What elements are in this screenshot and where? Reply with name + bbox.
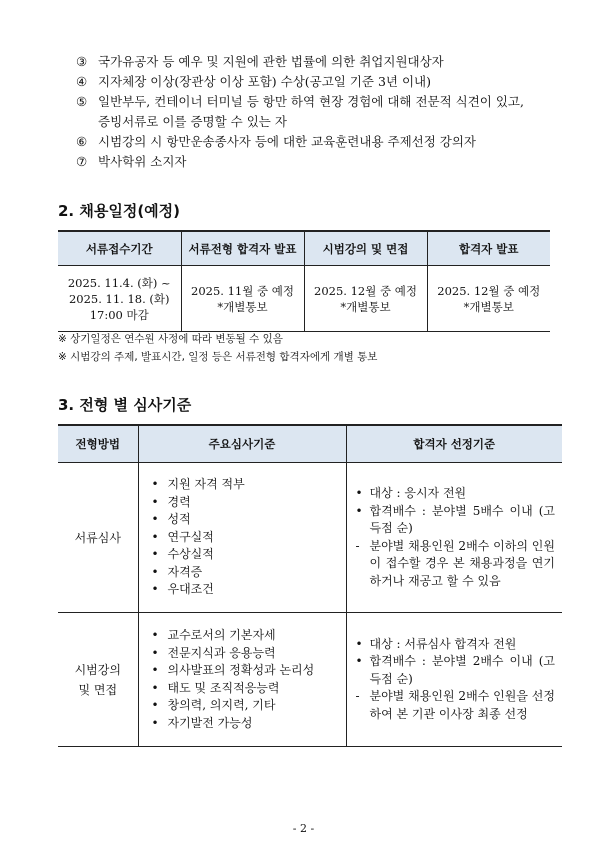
- criteria-number: ④: [76, 74, 88, 89]
- criteria-text: 시범강의 시 항만운송종사자 등에 대한 교육훈련내용 주제선정 강의자: [98, 134, 476, 149]
- criteria-bullets: [140, 476, 345, 599]
- evaluation-header-cell: 주요심사기준: [138, 425, 346, 463]
- criteria-bullet: • 전문지식과 응용능력: [150, 645, 345, 663]
- section-2-title: 2. 채용일정(예정): [58, 202, 181, 220]
- criteria-item: [76, 52, 576, 72]
- criteria-number: ⑦: [76, 154, 88, 169]
- evaluation-header-cell: 전형방법: [58, 425, 138, 463]
- selection-cell: [346, 613, 562, 747]
- criteria-bullet: • 우대조건: [150, 581, 345, 599]
- schedule-table: [58, 230, 550, 332]
- eligibility-criteria-list: [76, 52, 576, 172]
- cell-line: *개별통보: [340, 299, 391, 314]
- application-period-cell: [58, 266, 181, 332]
- evaluation-row: [58, 613, 562, 747]
- criteria-bullet: • 자기발전 가능성: [150, 715, 345, 733]
- cell-line: *개별통보: [217, 299, 268, 314]
- schedule-header-row: [58, 231, 550, 266]
- criteria-item: [76, 152, 576, 172]
- criteria-bullet: • 창의력, 의지력, 기타: [150, 697, 345, 715]
- criteria-number: ⑤: [76, 94, 88, 109]
- criteria-text: 국가유공자 등 예우 및 지원에 관한 법률에 의한 취업지원대상자: [98, 54, 444, 69]
- criteria-bullet: • 지원 자격 적부: [150, 476, 345, 494]
- evaluation-header-cell: 합격자 선정기준: [346, 425, 562, 463]
- cell-line: 2025. 11월 중 예정: [191, 283, 294, 298]
- criteria-text: 지자체장 이상(장관상 이상 포함) 수상(공고일 기준 3년 이내): [98, 74, 431, 89]
- final-result-cell: [427, 266, 550, 332]
- method-line: 시범강의: [74, 662, 121, 677]
- lecture-interview-cell: [304, 266, 427, 332]
- method-line: 및 면접: [78, 682, 118, 697]
- schedule-header-cell: 서류전형 합격자 발표: [181, 231, 304, 266]
- cell-line: 2025. 12월 중 예정: [437, 283, 541, 298]
- method-cell: [58, 613, 138, 747]
- selection-item: - 분야별 채용인원 2배수 이하의 인원이 접수할 경우 본 채용과정을 연기하거나 재공고 할 수 있음: [356, 538, 556, 591]
- evaluation-table: [58, 424, 562, 747]
- note: ※ 시범강의 주제, 발표시간, 일정 등은 서류전형 합격자에게 개별 통보: [58, 351, 378, 363]
- selection-list: [348, 485, 562, 590]
- criteria-bullet: • 성적: [150, 511, 345, 529]
- criteria-text: 일반부두, 컨테이너 터미널 등 항만 하역 현장 경험에 대해 전문적 식견이 있고,: [98, 94, 524, 109]
- criteria-cell: [138, 613, 346, 747]
- criteria-item: [76, 132, 576, 152]
- selection-item: • 합격배수 : 분야별 2배수 이내 (고득점 순): [356, 653, 556, 688]
- criteria-bullet: • 태도 및 조직적응능력: [150, 680, 345, 698]
- criteria-cell: [138, 463, 346, 613]
- criteria-bullets: [140, 627, 345, 732]
- page-number: - 2 -: [292, 822, 315, 835]
- note: ※ 상기일정은 연수원 사정에 따라 변동될 수 있음: [58, 333, 283, 345]
- selection-list: [348, 636, 562, 724]
- criteria-text-continued: 증빙서류로 이를 증명할 수 있는 자: [98, 114, 287, 129]
- criteria-bullet: • 교수로서의 기본자세: [150, 627, 345, 645]
- criteria-item: [76, 72, 576, 92]
- criteria-bullet: • 경력: [150, 494, 345, 512]
- criteria-bullet: • 의사발표의 정확성과 논리성: [150, 662, 345, 680]
- document-result-cell: [181, 266, 304, 332]
- selection-item: - 분야별 채용인원 2배수 인원을 선정하여 본 기관 이사장 최종 선정: [356, 688, 556, 723]
- evaluation-row: [58, 463, 562, 613]
- schedule-header-cell: 합격자 발표: [427, 231, 550, 266]
- method-cell: [58, 463, 138, 613]
- criteria-bullet: • 연구실적: [150, 529, 345, 547]
- selection-item: • 대상 : 응시자 전원: [356, 485, 556, 503]
- cell-line: 2025. 11.4. (화) ~: [67, 275, 171, 290]
- schedule-header-cell: 시범강의 및 면접: [304, 231, 427, 266]
- schedule-row: [58, 266, 550, 332]
- cell-line: 2025. 11. 18. (화): [68, 291, 170, 306]
- criteria-number: ⑥: [76, 134, 88, 149]
- method-line: 서류심사: [74, 530, 121, 545]
- criteria-item: [76, 92, 576, 132]
- selection-cell: [346, 463, 562, 613]
- cell-line: 17:00 마감: [89, 307, 149, 322]
- selection-item: • 합격배수 : 분야별 5배수 이내 (고득점 순): [356, 503, 556, 538]
- cell-line: *개별통보: [463, 299, 514, 314]
- schedule-notes: [58, 330, 377, 366]
- criteria-bullet: • 수상실적: [150, 546, 345, 564]
- section-3-title: 3. 전형 별 심사기준: [58, 396, 192, 414]
- criteria-number: ③: [76, 54, 88, 69]
- criteria-text: 박사학위 소지자: [98, 154, 187, 169]
- evaluation-header-row: [58, 425, 562, 463]
- cell-line: 2025. 12월 중 예정: [314, 283, 417, 298]
- criteria-bullet: • 자격증: [150, 564, 345, 582]
- schedule-header-cell: 서류접수기간: [58, 231, 181, 266]
- selection-item: • 대상 : 서류심사 합격자 전원: [356, 636, 556, 654]
